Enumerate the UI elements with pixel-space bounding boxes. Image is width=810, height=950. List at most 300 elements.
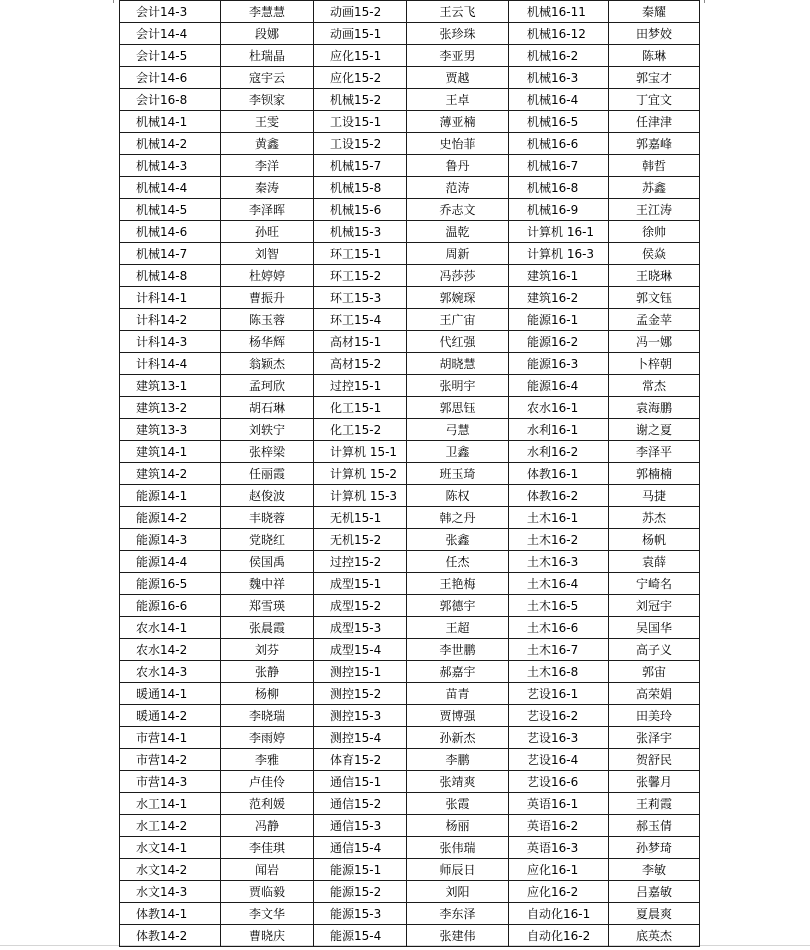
class-cell: 土木16-7 xyxy=(509,639,609,661)
class-cell: 机械16-12 xyxy=(509,23,609,45)
class-cell: 能源16-1 xyxy=(509,309,609,331)
class-cell: 市营14-1 xyxy=(120,727,221,749)
table-row xyxy=(120,727,700,749)
class-cell: 机械16-8 xyxy=(509,177,609,199)
name-cell: 高荣娟 xyxy=(609,683,700,705)
table-row xyxy=(120,881,700,903)
page-corner-mark-left xyxy=(113,0,114,3)
name-cell: 魏中祥 xyxy=(221,573,314,595)
table-row xyxy=(120,507,700,529)
name-cell: 周新 xyxy=(407,243,509,265)
name-cell: 曹晓庆 xyxy=(221,925,314,947)
table-row xyxy=(120,331,700,353)
name-cell: 张霞 xyxy=(407,793,509,815)
name-cell: 马捷 xyxy=(609,485,700,507)
class-cell: 土木16-8 xyxy=(509,661,609,683)
class-cell: 过控15-1 xyxy=(314,375,407,397)
class-cell: 机械16-7 xyxy=(509,155,609,177)
class-cell: 化工15-2 xyxy=(314,419,407,441)
table-row xyxy=(120,89,700,111)
name-cell: 李雅 xyxy=(221,749,314,771)
name-cell: 王云飞 xyxy=(407,1,509,23)
name-cell: 薄亚楠 xyxy=(407,111,509,133)
class-cell: 自动化16-1 xyxy=(509,903,609,925)
name-cell: 郝玉倩 xyxy=(609,815,700,837)
class-cell: 英语16-1 xyxy=(509,793,609,815)
class-cell: 英语16-3 xyxy=(509,837,609,859)
name-cell: 张梓梁 xyxy=(221,441,314,463)
name-cell: 李鹏 xyxy=(407,749,509,771)
class-cell: 水利16-2 xyxy=(509,441,609,463)
class-cell: 体育15-2 xyxy=(314,749,407,771)
class-cell: 艺设16-2 xyxy=(509,705,609,727)
name-cell: 张静 xyxy=(221,661,314,683)
class-cell: 艺设16-3 xyxy=(509,727,609,749)
class-cell: 能源14-3 xyxy=(120,529,221,551)
table-row xyxy=(120,23,700,45)
name-cell: 陈琳 xyxy=(609,45,700,67)
name-cell: 李世鹏 xyxy=(407,639,509,661)
table-row xyxy=(120,529,700,551)
table-row xyxy=(120,705,700,727)
class-cell: 计科14-2 xyxy=(120,309,221,331)
name-cell: 郭思钰 xyxy=(407,397,509,419)
name-cell: 胡晓慧 xyxy=(407,353,509,375)
name-cell: 李钡家 xyxy=(221,89,314,111)
name-cell: 袁薛 xyxy=(609,551,700,573)
class-cell: 建筑13-2 xyxy=(120,397,221,419)
class-cell: 高材15-2 xyxy=(314,353,407,375)
name-cell: 侯国禹 xyxy=(221,551,314,573)
name-cell: 郭宝才 xyxy=(609,67,700,89)
class-cell: 计科14-4 xyxy=(120,353,221,375)
name-cell: 范利媛 xyxy=(221,793,314,815)
table-row xyxy=(120,771,700,793)
table-row xyxy=(120,441,700,463)
name-cell: 韩哲 xyxy=(609,155,700,177)
class-cell: 建筑14-1 xyxy=(120,441,221,463)
name-cell: 冯一娜 xyxy=(609,331,700,353)
class-cell: 能源16-2 xyxy=(509,331,609,353)
name-cell: 陈权 xyxy=(407,485,509,507)
class-cell: 成型15-4 xyxy=(314,639,407,661)
class-cell: 无机15-2 xyxy=(314,529,407,551)
name-cell: 侯焱 xyxy=(609,243,700,265)
name-cell: 胡石琳 xyxy=(221,397,314,419)
class-cell: 水工14-2 xyxy=(120,815,221,837)
table-row xyxy=(120,683,700,705)
name-cell: 郭文钰 xyxy=(609,287,700,309)
name-cell: 师辰日 xyxy=(407,859,509,881)
class-cell: 环工15-3 xyxy=(314,287,407,309)
name-cell: 刘阳 xyxy=(407,881,509,903)
name-cell: 徐帅 xyxy=(609,221,700,243)
class-cell: 机械14-2 xyxy=(120,133,221,155)
table-row xyxy=(120,1,700,23)
name-cell: 贾博强 xyxy=(407,705,509,727)
name-cell: 谢之夏 xyxy=(609,419,700,441)
class-cell: 机械15-3 xyxy=(314,221,407,243)
table-row xyxy=(120,375,700,397)
table-row xyxy=(120,903,700,925)
class-cell: 会计14-5 xyxy=(120,45,221,67)
class-cell: 能源14-2 xyxy=(120,507,221,529)
name-cell: 李洋 xyxy=(221,155,314,177)
table-row xyxy=(120,353,700,375)
name-cell: 乔志文 xyxy=(407,199,509,221)
class-cell: 土木16-3 xyxy=(509,551,609,573)
class-cell: 艺设16-1 xyxy=(509,683,609,705)
name-cell: 陈玉蓉 xyxy=(221,309,314,331)
class-cell: 能源16-5 xyxy=(120,573,221,595)
name-cell: 郭楠楠 xyxy=(609,463,700,485)
name-cell: 刘冠宇 xyxy=(609,595,700,617)
name-cell: 李文华 xyxy=(221,903,314,925)
class-cell: 成型15-1 xyxy=(314,573,407,595)
name-cell: 贾越 xyxy=(407,67,509,89)
name-cell: 王江涛 xyxy=(609,199,700,221)
name-cell: 袁海鹏 xyxy=(609,397,700,419)
class-cell: 环工15-1 xyxy=(314,243,407,265)
name-cell: 王艳梅 xyxy=(407,573,509,595)
class-cell: 机械16-4 xyxy=(509,89,609,111)
class-cell: 土木16-2 xyxy=(509,529,609,551)
class-cell: 暖通14-2 xyxy=(120,705,221,727)
table-row xyxy=(120,595,700,617)
name-cell: 王超 xyxy=(407,617,509,639)
name-cell: 张泽宇 xyxy=(609,727,700,749)
name-cell: 刘轶宁 xyxy=(221,419,314,441)
roster-table-container xyxy=(119,0,699,947)
class-cell: 暖通14-1 xyxy=(120,683,221,705)
name-cell: 秦涛 xyxy=(221,177,314,199)
class-cell: 水文14-2 xyxy=(120,859,221,881)
name-cell: 李泽平 xyxy=(609,441,700,463)
name-cell: 赵俊波 xyxy=(221,485,314,507)
class-cell: 计算机 16-3 xyxy=(509,243,609,265)
class-cell: 动画15-2 xyxy=(314,1,407,23)
name-cell: 杜婷婷 xyxy=(221,265,314,287)
class-cell: 水文14-1 xyxy=(120,837,221,859)
class-cell: 测控15-2 xyxy=(314,683,407,705)
class-cell: 环工15-2 xyxy=(314,265,407,287)
class-cell: 机械14-1 xyxy=(120,111,221,133)
class-cell: 机械14-5 xyxy=(120,199,221,221)
class-cell: 工设15-1 xyxy=(314,111,407,133)
class-cell: 建筑14-2 xyxy=(120,463,221,485)
class-cell: 计算机 15-3 xyxy=(314,485,407,507)
class-cell: 建筑13-3 xyxy=(120,419,221,441)
name-cell: 张鑫 xyxy=(407,529,509,551)
class-cell: 建筑16-1 xyxy=(509,265,609,287)
name-cell: 常杰 xyxy=(609,375,700,397)
name-cell: 王广宙 xyxy=(407,309,509,331)
name-cell: 杨丽 xyxy=(407,815,509,837)
class-cell: 计算机 16-1 xyxy=(509,221,609,243)
class-cell: 成型15-2 xyxy=(314,595,407,617)
class-cell: 英语16-2 xyxy=(509,815,609,837)
class-cell: 建筑13-1 xyxy=(120,375,221,397)
table-row xyxy=(120,309,700,331)
name-cell: 郭嘉峰 xyxy=(609,133,700,155)
name-cell: 卫鑫 xyxy=(407,441,509,463)
name-cell: 鲁丹 xyxy=(407,155,509,177)
name-cell: 宁崎名 xyxy=(609,573,700,595)
name-cell: 贺舒民 xyxy=(609,749,700,771)
name-cell: 杜瑞晶 xyxy=(221,45,314,67)
table-row xyxy=(120,661,700,683)
name-cell: 翁颖杰 xyxy=(221,353,314,375)
name-cell: 张馨月 xyxy=(609,771,700,793)
name-cell: 贾临毅 xyxy=(221,881,314,903)
table-row xyxy=(120,749,700,771)
name-cell: 张伟瑞 xyxy=(407,837,509,859)
name-cell: 夏晨爽 xyxy=(609,903,700,925)
table-row xyxy=(120,199,700,221)
class-cell: 水工14-1 xyxy=(120,793,221,815)
class-cell: 体教16-1 xyxy=(509,463,609,485)
class-cell: 能源16-4 xyxy=(509,375,609,397)
table-row xyxy=(120,573,700,595)
class-cell: 无机15-1 xyxy=(314,507,407,529)
class-cell: 机械15-7 xyxy=(314,155,407,177)
class-cell: 计科14-3 xyxy=(120,331,221,353)
name-cell: 李雨婷 xyxy=(221,727,314,749)
name-cell: 孙新杰 xyxy=(407,727,509,749)
name-cell: 田美玲 xyxy=(609,705,700,727)
name-cell: 孟珂欣 xyxy=(221,375,314,397)
class-cell: 会计14-4 xyxy=(120,23,221,45)
table-row xyxy=(120,397,700,419)
class-cell: 机械15-2 xyxy=(314,89,407,111)
class-cell: 会计16-8 xyxy=(120,89,221,111)
class-cell: 农水14-2 xyxy=(120,639,221,661)
name-cell: 冯静 xyxy=(221,815,314,837)
table-row xyxy=(120,859,700,881)
class-cell: 应化16-1 xyxy=(509,859,609,881)
class-cell: 建筑16-2 xyxy=(509,287,609,309)
class-cell: 计算机 15-2 xyxy=(314,463,407,485)
class-cell: 农水16-1 xyxy=(509,397,609,419)
table-row xyxy=(120,463,700,485)
name-cell: 卜梓朝 xyxy=(609,353,700,375)
name-cell: 孟金苹 xyxy=(609,309,700,331)
table-row xyxy=(120,551,700,573)
class-cell: 机械14-7 xyxy=(120,243,221,265)
class-cell: 机械14-4 xyxy=(120,177,221,199)
class-cell: 通信15-4 xyxy=(314,837,407,859)
name-cell: 李亚男 xyxy=(407,45,509,67)
name-cell: 高子义 xyxy=(609,639,700,661)
name-cell: 王晓琳 xyxy=(609,265,700,287)
name-cell: 丁宜文 xyxy=(609,89,700,111)
name-cell: 杨柳 xyxy=(221,683,314,705)
name-cell: 刘芬 xyxy=(221,639,314,661)
table-row xyxy=(120,243,700,265)
class-cell: 能源15-1 xyxy=(314,859,407,881)
name-cell: 卢佳伶 xyxy=(221,771,314,793)
name-cell: 郭德宇 xyxy=(407,595,509,617)
name-cell: 田梦姣 xyxy=(609,23,700,45)
name-cell: 郑雪瑛 xyxy=(221,595,314,617)
class-cell: 环工15-4 xyxy=(314,309,407,331)
name-cell: 范涛 xyxy=(407,177,509,199)
name-cell: 秦耀 xyxy=(609,1,700,23)
name-cell: 吕嘉敏 xyxy=(609,881,700,903)
name-cell: 苏杰 xyxy=(609,507,700,529)
name-cell: 李敏 xyxy=(609,859,700,881)
class-cell: 水利16-1 xyxy=(509,419,609,441)
table-row xyxy=(120,155,700,177)
name-cell: 张珍珠 xyxy=(407,23,509,45)
class-cell: 通信15-1 xyxy=(314,771,407,793)
name-cell: 李慧慧 xyxy=(221,1,314,23)
name-cell: 丰晓蓉 xyxy=(221,507,314,529)
roster-table-body xyxy=(120,1,700,947)
table-row xyxy=(120,815,700,837)
class-cell: 农水14-3 xyxy=(120,661,221,683)
name-cell: 张建伟 xyxy=(407,925,509,947)
class-cell: 高材15-1 xyxy=(314,331,407,353)
class-cell: 体教14-1 xyxy=(120,903,221,925)
name-cell: 郭宙 xyxy=(609,661,700,683)
class-cell: 土木16-5 xyxy=(509,595,609,617)
class-cell: 计算机 15-1 xyxy=(314,441,407,463)
class-cell: 能源14-1 xyxy=(120,485,221,507)
class-cell: 应化15-2 xyxy=(314,67,407,89)
name-cell: 郝嘉宇 xyxy=(407,661,509,683)
name-cell: 孙梦琦 xyxy=(609,837,700,859)
class-cell: 机械14-6 xyxy=(120,221,221,243)
class-cell: 通信15-2 xyxy=(314,793,407,815)
class-cell: 市营14-3 xyxy=(120,771,221,793)
name-cell: 李晓瑞 xyxy=(221,705,314,727)
class-cell: 农水14-1 xyxy=(120,617,221,639)
class-cell: 测控15-4 xyxy=(314,727,407,749)
class-cell: 机械16-11 xyxy=(509,1,609,23)
name-cell: 任杰 xyxy=(407,551,509,573)
table-row xyxy=(120,639,700,661)
table-row xyxy=(120,177,700,199)
name-cell: 代红强 xyxy=(407,331,509,353)
class-cell: 能源15-4 xyxy=(314,925,407,947)
class-cell: 能源16-6 xyxy=(120,595,221,617)
class-cell: 机械14-8 xyxy=(120,265,221,287)
table-row xyxy=(120,837,700,859)
class-cell: 艺设16-6 xyxy=(509,771,609,793)
class-cell: 土木16-4 xyxy=(509,573,609,595)
class-cell: 会计14-3 xyxy=(120,1,221,23)
class-cell: 能源16-3 xyxy=(509,353,609,375)
class-name-roster-table xyxy=(119,0,700,947)
class-cell: 化工15-1 xyxy=(314,397,407,419)
class-cell: 水文14-3 xyxy=(120,881,221,903)
class-cell: 机械16-3 xyxy=(509,67,609,89)
name-cell: 韩之丹 xyxy=(407,507,509,529)
table-row xyxy=(120,45,700,67)
class-cell: 机械16-6 xyxy=(509,133,609,155)
class-cell: 动画15-1 xyxy=(314,23,407,45)
table-row xyxy=(120,111,700,133)
name-cell: 黄鑫 xyxy=(221,133,314,155)
table-row xyxy=(120,133,700,155)
name-cell: 张晨霞 xyxy=(221,617,314,639)
name-cell: 杨华辉 xyxy=(221,331,314,353)
table-row xyxy=(120,925,700,947)
table-row xyxy=(120,265,700,287)
class-cell: 机械16-2 xyxy=(509,45,609,67)
class-cell: 能源15-3 xyxy=(314,903,407,925)
name-cell: 党晓红 xyxy=(221,529,314,551)
name-cell: 任丽霞 xyxy=(221,463,314,485)
name-cell: 李佳琪 xyxy=(221,837,314,859)
class-cell: 体教14-2 xyxy=(120,925,221,947)
name-cell: 孙旺 xyxy=(221,221,314,243)
name-cell: 苏鑫 xyxy=(609,177,700,199)
name-cell: 刘智 xyxy=(221,243,314,265)
class-cell: 能源15-2 xyxy=(314,881,407,903)
class-cell: 土木16-6 xyxy=(509,617,609,639)
name-cell: 弓慧 xyxy=(407,419,509,441)
name-cell: 班玉琦 xyxy=(407,463,509,485)
name-cell: 张靖爽 xyxy=(407,771,509,793)
table-row xyxy=(120,67,700,89)
class-cell: 土木16-1 xyxy=(509,507,609,529)
name-cell: 苗青 xyxy=(407,683,509,705)
name-cell: 段娜 xyxy=(221,23,314,45)
class-cell: 机械16-9 xyxy=(509,199,609,221)
class-cell: 应化16-2 xyxy=(509,881,609,903)
table-row xyxy=(120,793,700,815)
page-corner-mark-right xyxy=(704,0,705,3)
name-cell: 王莉霞 xyxy=(609,793,700,815)
name-cell: 杨帆 xyxy=(609,529,700,551)
class-cell: 工设15-2 xyxy=(314,133,407,155)
table-row xyxy=(120,485,700,507)
name-cell: 李泽晖 xyxy=(221,199,314,221)
name-cell: 张明宇 xyxy=(407,375,509,397)
class-cell: 市营14-2 xyxy=(120,749,221,771)
name-cell: 曹振升 xyxy=(221,287,314,309)
name-cell: 郭婉琛 xyxy=(407,287,509,309)
name-cell: 温乾 xyxy=(407,221,509,243)
class-cell: 应化15-1 xyxy=(314,45,407,67)
class-cell: 机械15-8 xyxy=(314,177,407,199)
class-cell: 体教16-2 xyxy=(509,485,609,507)
name-cell: 闻岩 xyxy=(221,859,314,881)
name-cell: 李东泽 xyxy=(407,903,509,925)
table-row xyxy=(120,287,700,309)
class-cell: 机械14-3 xyxy=(120,155,221,177)
name-cell: 寇宇云 xyxy=(221,67,314,89)
table-row xyxy=(120,419,700,441)
name-cell: 任津津 xyxy=(609,111,700,133)
class-cell: 能源14-4 xyxy=(120,551,221,573)
class-cell: 自动化16-2 xyxy=(509,925,609,947)
class-cell: 计科14-1 xyxy=(120,287,221,309)
name-cell: 吴国华 xyxy=(609,617,700,639)
class-cell: 成型15-3 xyxy=(314,617,407,639)
table-row xyxy=(120,617,700,639)
name-cell: 史怡菲 xyxy=(407,133,509,155)
class-cell: 测控15-3 xyxy=(314,705,407,727)
name-cell: 王雯 xyxy=(221,111,314,133)
name-cell: 王卓 xyxy=(407,89,509,111)
class-cell: 测控15-1 xyxy=(314,661,407,683)
class-cell: 机械15-6 xyxy=(314,199,407,221)
class-cell: 会计14-6 xyxy=(120,67,221,89)
class-cell: 过控15-2 xyxy=(314,551,407,573)
